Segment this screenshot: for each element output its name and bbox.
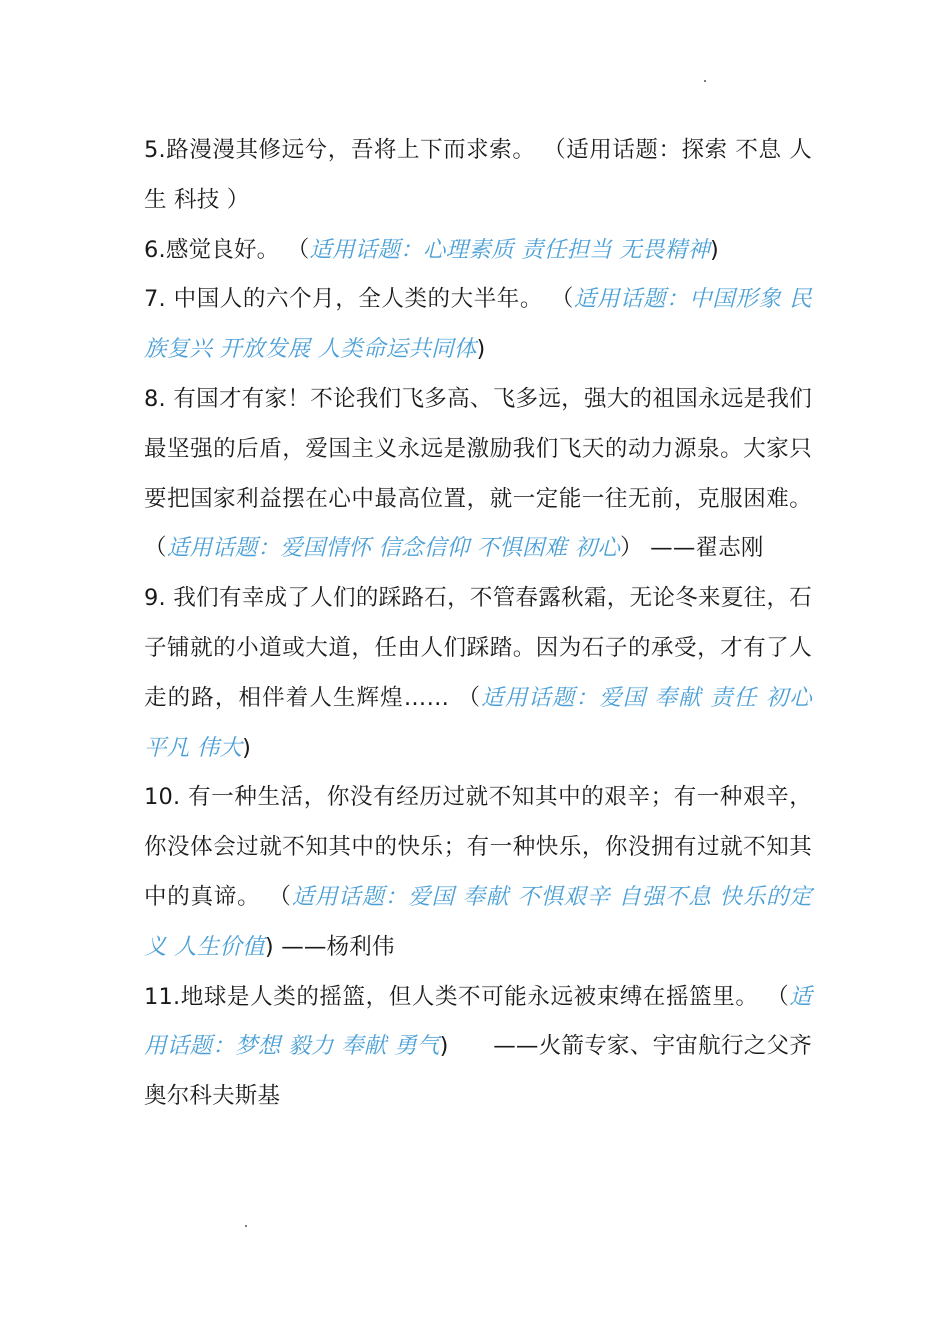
close-paren: ） [620,535,643,562]
quote-text: 10. 有一种生活，你没有经历过就不知其中的艰辛；有一种艰辛，你没体会过就不知其中的快乐；有一种快乐，你没拥有过就不知其中的真谛。 （ [144,784,812,910]
quote-item-9 [144,574,812,773]
decorative-dot [704,80,706,82]
quote-author: ——杨利伟 [281,933,395,960]
quote-item-6 [144,226,812,276]
topic-tags: 适用话题：中国形象 民族复兴 开放发展 人类命运共同体 [144,286,812,363]
quote-text: 6.感觉良好。 （ [144,236,310,263]
quote-text: 5.路漫漫其修远兮，吾将上下而求索。 （适用话题：探索 不息 人生 科技 ） [144,137,812,213]
close-paren: ) [710,236,720,263]
decorative-dot [245,1225,247,1227]
quote-text: 9. 我们有幸成了人们的踩路石，不管春露秋霜，无论冬来夏往，石子铺就的小道或大道，任由人们踩踏。因为石子的承受，才有了人走的路，相伴着人生辉煌…… （ [144,585,812,711]
quote-text: 11.地球是人类的摇篮，但人类不可能永远被束缚在摇篮里。 （ [144,983,790,1010]
quote-item-11 [144,973,812,1122]
quote-item-8 [144,375,812,574]
close-paren: ) [242,734,252,761]
quote-text: 7. 中国人的六个月，全人类的大半年。 （ [144,286,574,313]
quote-author: ——火箭专家、宇宙航行之父齐奥尔科夫斯基 [144,1033,812,1110]
quote-item-10 [144,773,812,972]
close-paren: ) [439,1033,449,1060]
topic-tags: 适用话题：爱国 奉献 责任 初心 平凡 伟大 [144,684,812,761]
quote-text: 8. 有国才有家！不论我们飞多高、飞多远，强大的祖国永远是我们最坚强的后盾，爱国主义永远是激励我们飞天的动力源泉。大家只要把国家利益摆在心中最高位置，就一定能一往无前，克服困难。 （ [144,385,812,562]
quote-list [144,126,812,1122]
topic-tags: 适用话题：爱国情怀 信念信仰 不惧困难 初心 [166,535,621,562]
quote-author: ——翟志刚 [650,535,764,562]
topic-tags: 适用话题：梦想 毅力 奉献 勇气 [144,983,812,1060]
topic-tags: 适用话题：爱国 奉献 不惧艰辛 自强不息 快乐的定义 人生价值 [144,883,813,960]
close-paren: ) [264,933,274,960]
close-paren: ) [476,336,486,363]
topic-tags: 适用话题：心理素质 责任担当 无畏精神 [309,236,711,263]
quote-item-7 [144,275,812,375]
quote-item-5 [144,126,812,226]
